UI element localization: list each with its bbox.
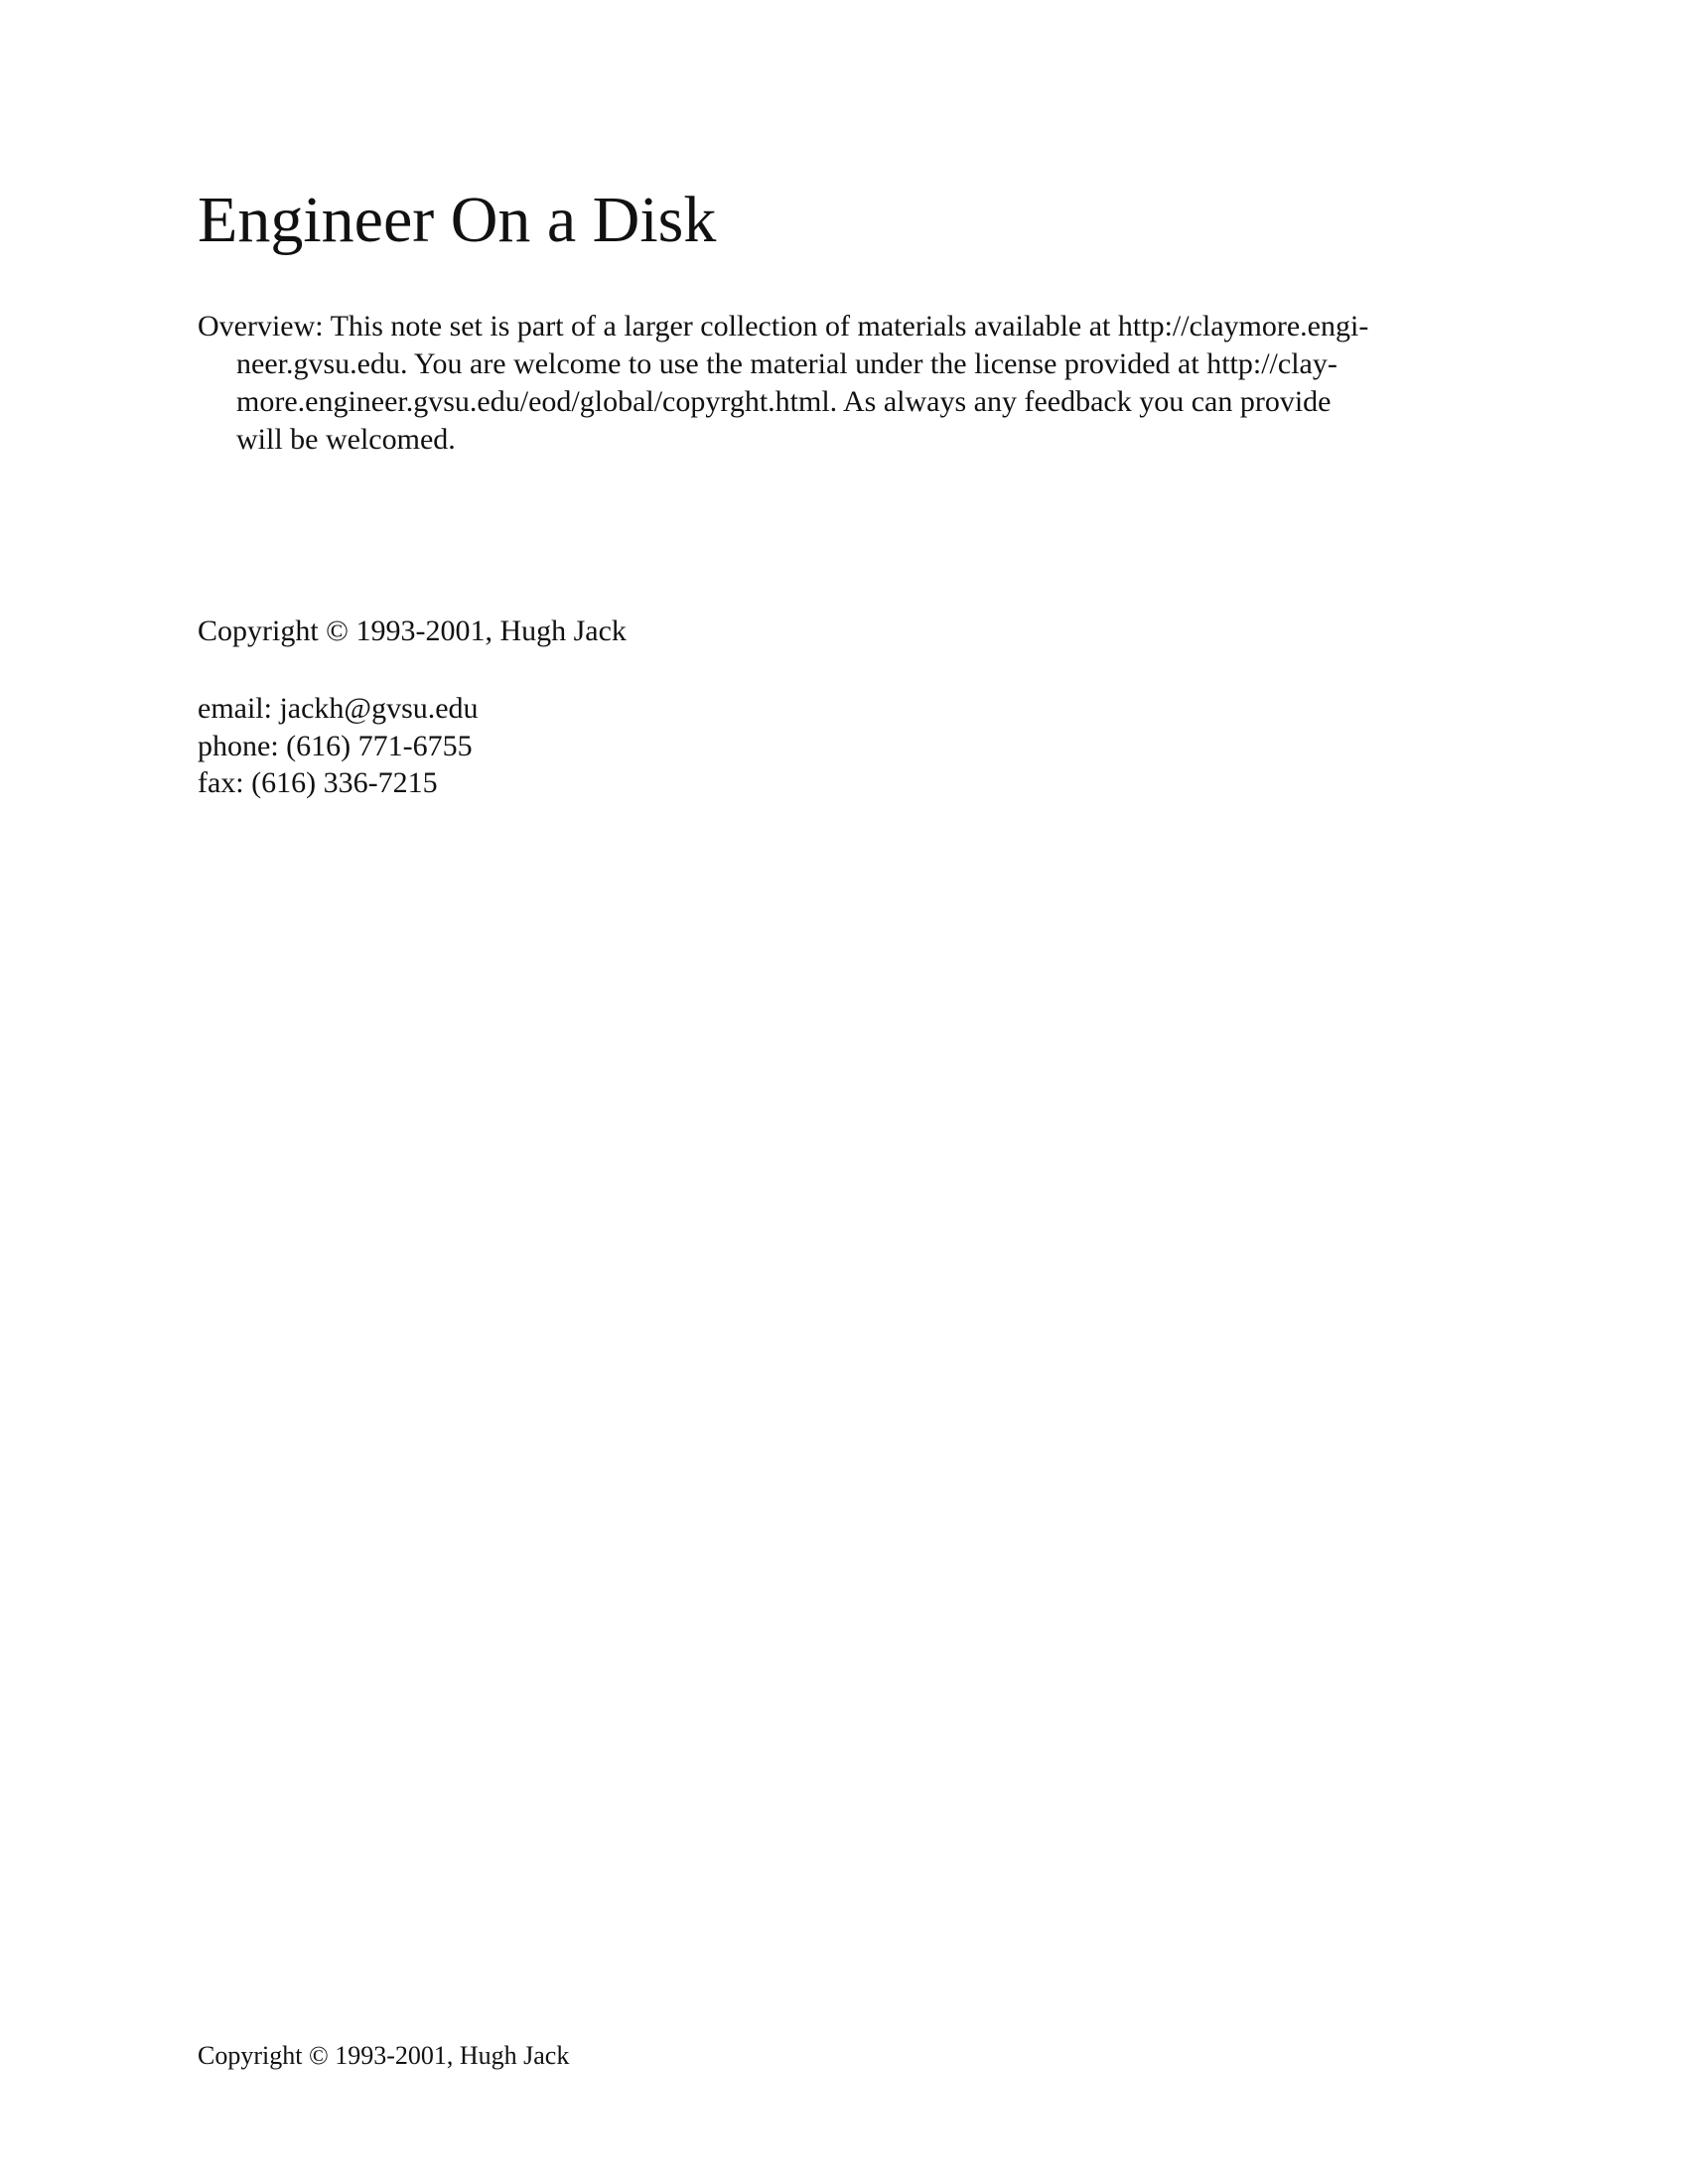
contact-fax: fax: (616) 336-7215 <box>198 766 438 799</box>
page-title: Engineer On a Disk <box>198 184 717 256</box>
overview-line: neer.gvsu.edu. You are welcome to use the material under the license provided at http://clay- <box>236 347 1337 380</box>
overview-line: more.engineer.gvsu.edu/eod/global/copyrght.html. As always any feedback you can provide <box>236 385 1332 418</box>
overview-line: will be welcomed. <box>236 423 456 456</box>
page-footer: Copyright © 1993-2001, Hugh Jack <box>198 2041 570 2070</box>
contact-email: email: jackh@gvsu.edu <box>198 692 479 725</box>
copyright-notice: Copyright © 1993-2001, Hugh Jack <box>198 614 627 647</box>
overview-line: Overview: This note set is part of a larger collection of materials available at http://claymore.engi- <box>198 310 1369 342</box>
contact-phone: phone: (616) 771-6755 <box>198 730 473 762</box>
